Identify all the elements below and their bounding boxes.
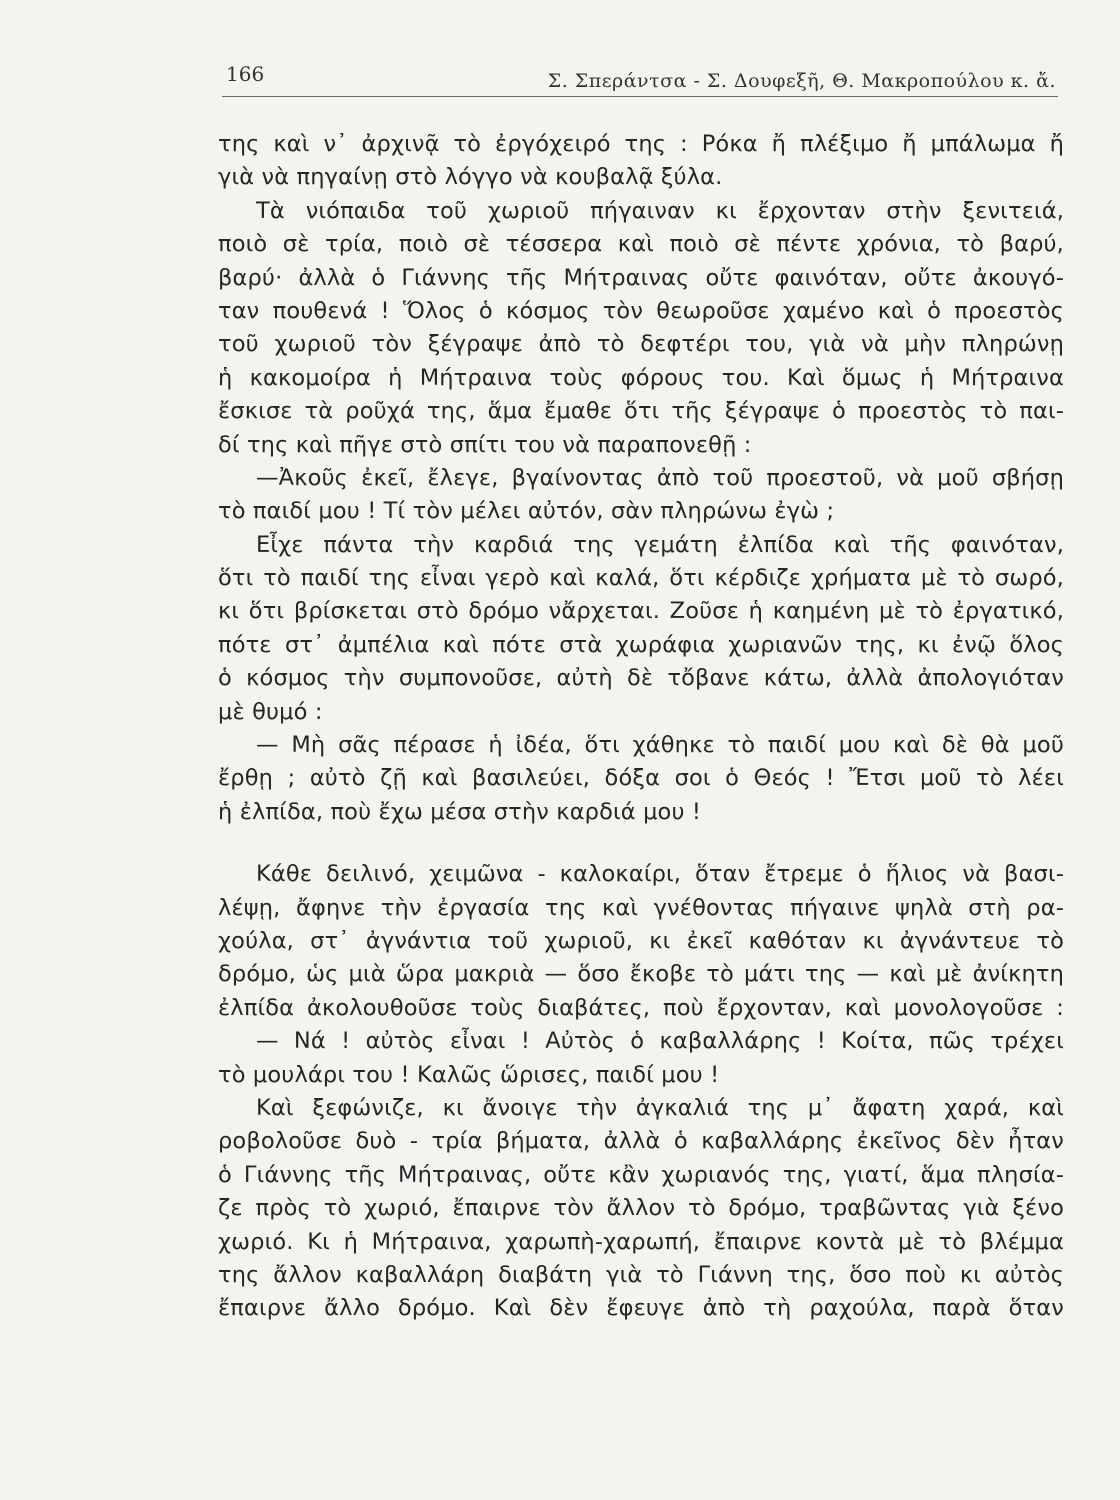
text-line: χωριό. Κι ἡ Μήτραινα, χαρωπὴ-χαρωπή, ἔπαιρνε κοντὰ μὲ τὸ βλέμμα [218, 1228, 1064, 1255]
text-line: ὁ Γιάννης τῆς Μήτραινας, οὔτε κἂν χωριανός της, γιατί, ἅμα πλησία- [218, 1161, 1064, 1188]
text-line: δί της καὶ πῆγε στὸ σπίτι του νὰ παραπονεθῇ : [218, 431, 752, 458]
body-text [218, 128, 1064, 1326]
text-line: μὲ θυμό : [218, 698, 323, 725]
text-line: χούλα, στ᾽ ἀγνάντια τοῦ χωριοῦ, κι ἐκεῖ καθόταν κι ἀγνάντευε τὸ [218, 927, 1064, 954]
text-line: ἐλπίδα ἀκολουθοῦσε τοὺς διαβάτες, ποὺ ἔρχονταν, καὶ μονολογοῦσε : [218, 994, 1064, 1021]
text-line: τὸ μουλάρι του ! Καλῶς ὥρισες, παιδί μου ! [218, 1061, 720, 1088]
section-gap [218, 829, 1064, 858]
text-line: πότε στ᾽ ἀμπέλια καὶ πότε στὰ χωράφια χωριανῶν της, κι ἐνῷ ὅλος [218, 631, 1064, 658]
text-line: δρόμο, ὡς μιὰ ὥρα μακριὰ — ὅσο ἔκοβε τὸ μάτι της — καὶ μὲ ἀνίκητη [218, 961, 1064, 988]
text-line: Καὶ ξεφώνιζε, κι ἄνοιγε τὴν ἀγκαλιά της μ᾽ ἄφατη χαρά, καὶ [256, 1094, 1064, 1121]
text-line: ροβολοῦσε δυὸ - τρία βήματα, ἀλλὰ ὁ καβαλλάρης ἐκεῖνος δὲν ἦταν [218, 1128, 1064, 1155]
text-line: ὅτι τὸ παιδί της εἶναι γερὸ καὶ καλά, ὅτι κέρδιζε χρήματα μὲ τὸ σωρό, [218, 565, 1064, 592]
text-line: Εἶχε πάντα τὴν καρδιά της γεμάτη ἐλπίδα καὶ τῆς φαινόταν, [256, 531, 1064, 558]
text-line: της καὶ ν᾽ ἀρχινᾷ τὸ ἐργόχειρό της : Ρόκα ἤ πλέξιμο ἤ μπάλωμα ἤ [218, 131, 1064, 157]
text-line: — Νά ! αὐτὸς εἶναι ! Αὐτὸς ὁ καβαλλάρης ! Κοίτα, πῶς τρέχει [256, 1028, 1064, 1055]
text-line: κι ὅτι βρίσκεται στὸ δρόμο νἄρχεται. Ζοῦσε ἡ καημένη μὲ τὸ ἐργατικό, [218, 598, 1064, 625]
text-line: ἔσκισε τὰ ροῦχά της, ἅμα ἔμαθε ὅτι τῆς ξέγραψε ὁ προεστὸς τὸ παι- [218, 398, 1064, 425]
text-line: ταν πουθενά ! Ὅλος ὁ κόσμος τὸν θεωροῦσε χαμένο καὶ ὁ προεστὸς [218, 297, 1064, 324]
text-line: της ἄλλον καβαλλάρη διαβάτη γιὰ τὸ Γιάννη της, ὅσο ποὺ κι αὐτὸς [218, 1261, 1064, 1288]
text-line: γιὰ νὰ πηγαίνῃ στὸ λόγγο νὰ κουβαλᾷ ξύλα. [218, 164, 723, 191]
text-line: λέψῃ, ἄφηνε τὴν ἐργασία της καὶ γνέθοντας πήγαινε ψηλὰ στὴ ρα- [218, 894, 1064, 921]
text-line: ἡ ἐλπίδα, ποὺ ἔχω μέσα στὴν καρδιά μου ! [218, 798, 702, 825]
text-line: τὸ παιδί μου ! Τί τὸν μέλει αὐτόν, σὰν πληρώνω ἐγὼ ; [218, 498, 835, 525]
header-authors: Σ. Σπεράντσα - Σ. Δουφεξῆ, Θ. Μακροπούλου κ. ἄ. [547, 70, 1056, 92]
text-line: — Μὴ σᾶς πέρασε ἡ ἰδέα, ὅτι χάθηκε τὸ παιδί μου καὶ δὲ θὰ μοῦ [256, 732, 1064, 759]
text-line: βαρύ· ἀλλὰ ὁ Γιάννης τῆς Μήτραινας οὔτε φαινόταν, οὔτε ἀκουγό- [218, 264, 1064, 291]
text-line: ὁ κόσμος τὴν συμπονοῦσε, αὐτὴ δὲ τὄβανε κάτω, ἀλλὰ ἀπολογιόταν [218, 665, 1064, 692]
text-line: ἔρθῃ ; αὐτὸ ζῇ καὶ βασιλεύει, δόξα σοι ὁ Θεός ! Ἔτσι μοῦ τὸ λέει [218, 765, 1064, 792]
text-line: —Ἀκοῦς ἐκεῖ, ἔλεγε, βγαίνοντας ἀπὸ τοῦ προεστοῦ, νὰ μοῦ σβήσῃ [256, 464, 1064, 491]
page-number: 166 [226, 62, 265, 86]
text-line: Τὰ νιόπαιδα τοῦ χωριοῦ πήγαιναν κι ἔρχονταν στὴν ξενιτειά, [256, 197, 1064, 224]
running-head [222, 58, 1058, 97]
text-line: ζε πρὸς τὸ χωριό, ἔπαιρνε τὸν ἄλλον τὸ δρόμο, τραβῶντας γιὰ ξένο [218, 1195, 1064, 1222]
text-line: ἡ κακομοίρα ἡ Μήτραινα τοὺς φόρους του. Καὶ ὅμως ἡ Μήτραινα [218, 364, 1064, 391]
text-line: τοῦ χωριοῦ τὸν ξέγραψε ἀπὸ τὸ δεφτέρι του, γιὰ νὰ μὴν πληρώνῃ [218, 331, 1064, 358]
text-line: Κάθε δειλινό, χειμῶνα - καλοκαίρι, ὅταν ἔτρεμε ὁ ἥλιος νὰ βασι- [256, 861, 1064, 888]
text-line: ἔπαιρνε ἄλλο δρόμο. Καὶ δὲν ἔφευγε ἀπὸ τὴ ραχούλα, παρὰ ὅταν [218, 1295, 1064, 1322]
text-line: ποιὸ σὲ τρία, ποιὸ σὲ τέσσερα καὶ ποιὸ σὲ πέντε χρόνια, τὸ βαρύ, [218, 231, 1064, 258]
